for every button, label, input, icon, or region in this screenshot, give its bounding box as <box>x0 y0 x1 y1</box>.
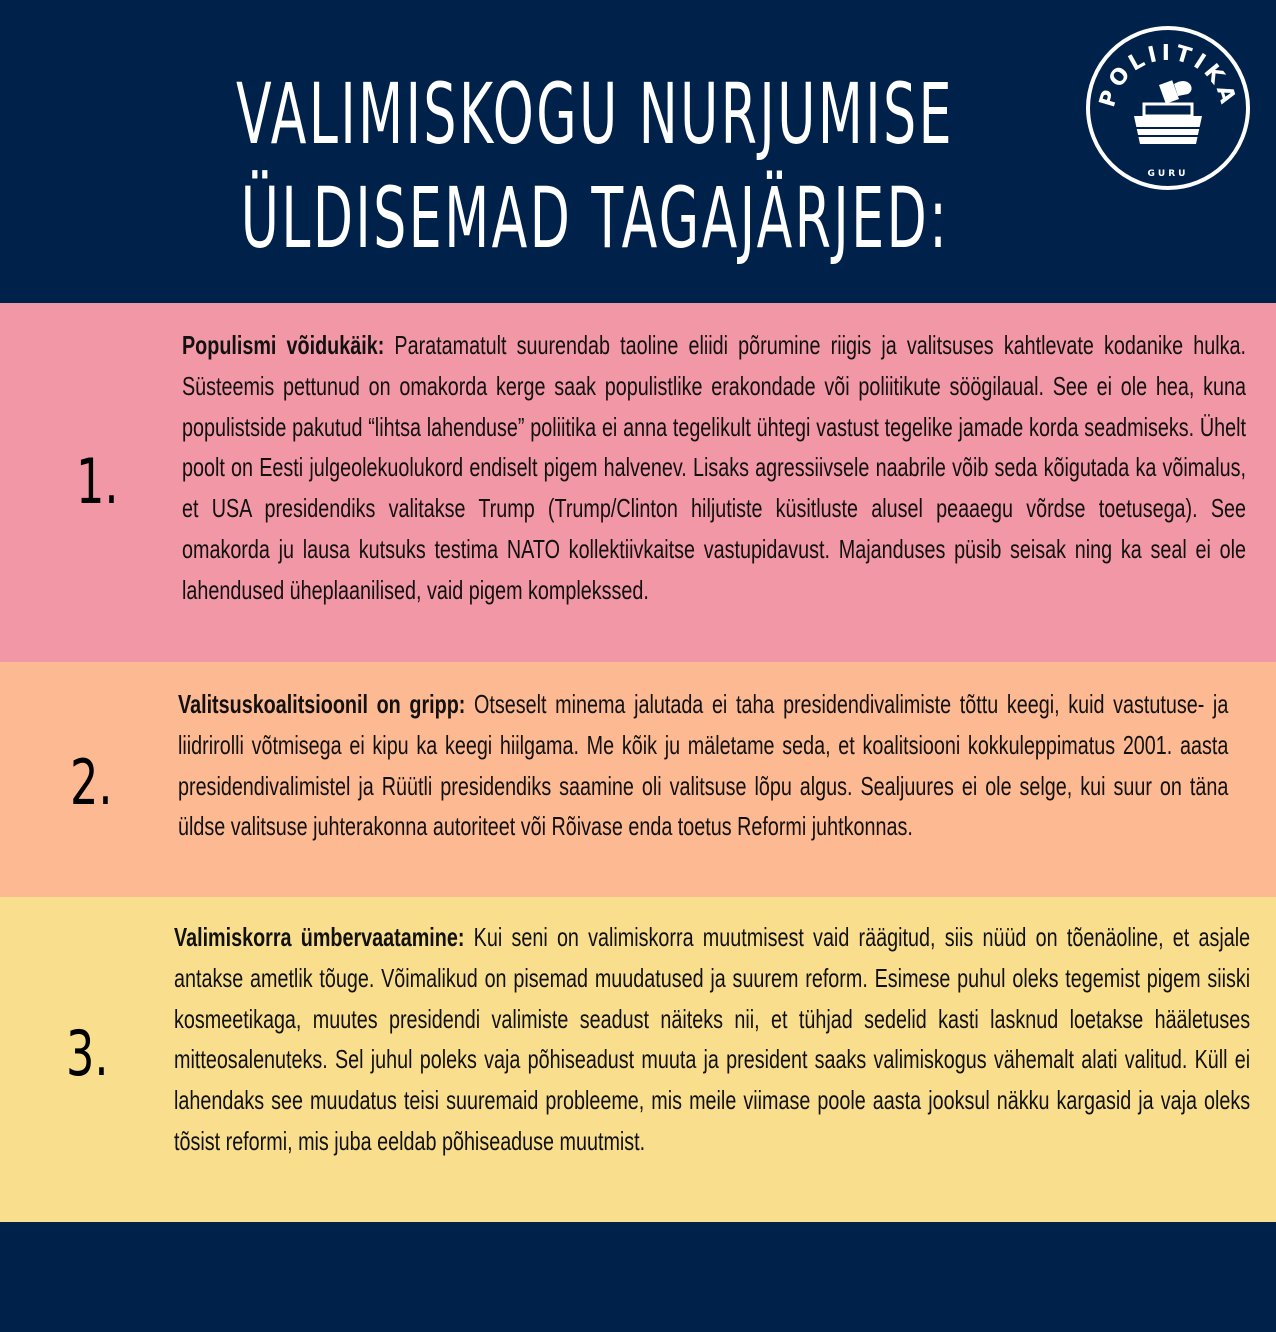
item-number: 1. <box>76 445 119 518</box>
item-text: Paratamatult suurendab taoline eliidi põrumine riigis ja valitsuses kahtlevate kodanike hulka. Süsteemis pettunud on omakorda kerge saak populistlike erakondade või poliitikute söögilaual. See ei ole hea, kuna populistside pakutud “lihtsa lahenduse” poliitika ei anna tegelikult ühtegi vastust tegelike jamade korda seadmiseks. Ühelt poolt on Eesti julgeolekuolukord endiselt pigem halvenev. Lisaks agressiivsele naabrile võib seda kõigutada ka võimalus, et USA presidendiks valitakse Trump (Trump/Clinton hiljutiste küsitluste alusel peaaegu võrdse toetusega). See omakorda ju lausa kutsuks testima NATO kollektiivkaitse vastupidavust. Majanduses püsib seisak ning ka seal ei ole lahendused üheplaanilised, vaid pigem komplekssed. <box>182 330 1246 605</box>
item-text: Kui seni on valimiskorra muutmisest vaid räägitud, siis nüüd on tõenäoline, et asjale antakse ametlik tõuge. Võimalikud on pisemad muudatused ja suurem reform. Esimese puhul oleks tegemist pigem siiski kosmeetikaga, muutes presidendi valimiste seadust näiteks nii, et tühjad sedelid kasti lasknud loetakse hääletuses mitteosalenuteks. Sel juhul poleks vaja põhiseadust muuta ja president saaks valimiskogus vähemalt alati valitud. Küll ei lahendaks see muudatus teisi suuremaid probleeme, mis meile viimase poole aasta jooksul näkku kargasid ja vaja oleks tõsist reformi, mis juba eeldab põhiseaduse muutmist. <box>174 922 1251 1156</box>
ballot-box-icon <box>1084 24 1252 192</box>
item-heading: Populismi võidukäik: <box>182 330 385 360</box>
title-line-1: VALIMISKOGU NURJUMISE <box>235 65 955 163</box>
item-heading: Valitsuskoalitsioonil on gripp: <box>178 689 466 719</box>
item-number: 2. <box>70 746 113 819</box>
item-body <box>174 917 1250 1162</box>
item-text: Otseselt minema jalutada ei taha presidendivalimiste tõttu keegi, kuid vastutuse- ja liidrirolli võtmisega ei kipu ka keegi hiilgama. Me kõik ju mäletame seda, et koalitsiooni kokkuleppimatus 2001. aasta presidendivalimistel ja Rüütli presidendiks saamine oli valitsuse lõpu algus. Sealjuures ei ole selge, kui suur on täna üldse valitsuse juhterakonna autoriteet või Rõivase enda toetus Reformi juhtkonnas. <box>178 689 1229 842</box>
item-number: 3. <box>66 1017 109 1090</box>
consequence-item-2 <box>0 662 1276 897</box>
logo-text-bottom: GURU <box>1147 169 1189 179</box>
title-line-2: ÜLDISEMAD TAGAJÄRJED: <box>240 169 950 267</box>
consequence-item-1 <box>0 303 1276 662</box>
poliitika-guru-logo <box>1084 24 1252 192</box>
item-body <box>182 325 1246 611</box>
consequence-item-3 <box>0 897 1276 1222</box>
header <box>0 0 1276 303</box>
item-heading: Valimiskorra ümbervaatamine: <box>174 922 465 952</box>
logo-text-top: POLIITIKA <box>1095 40 1241 111</box>
page-title <box>226 62 964 270</box>
item-body <box>178 684 1228 847</box>
